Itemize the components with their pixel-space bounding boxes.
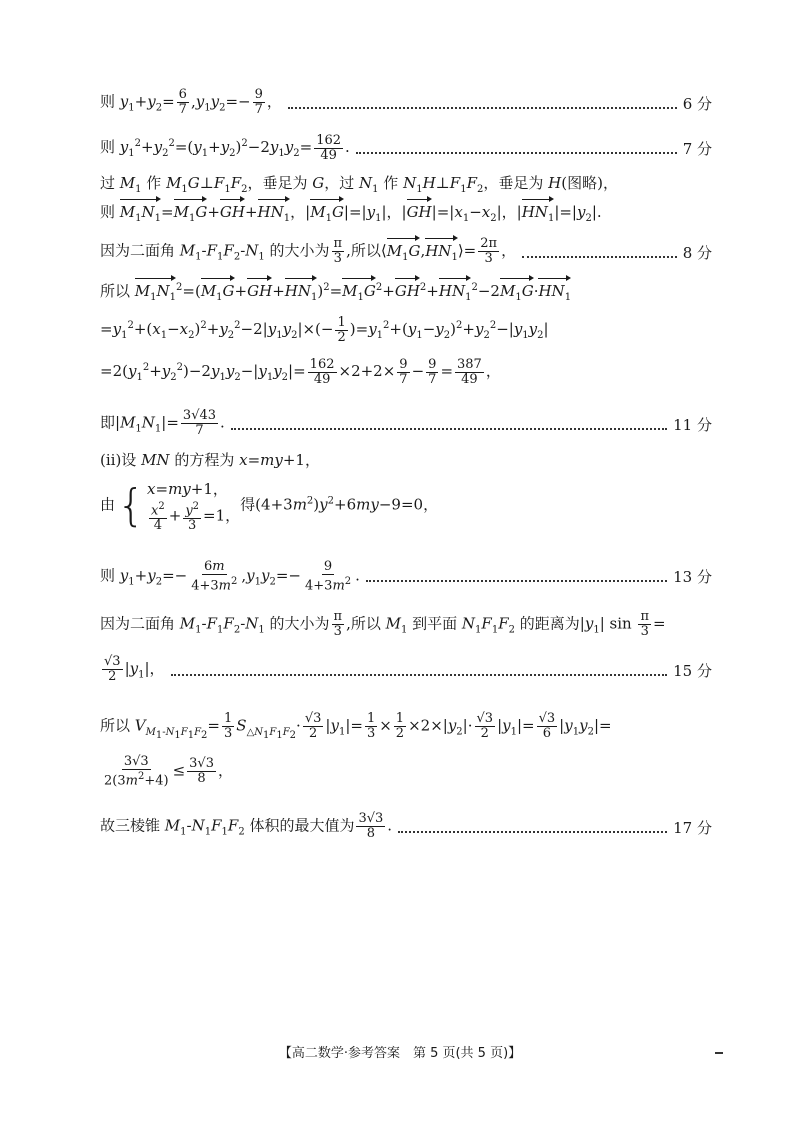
answer-line-12: 则 $y_1+y_2=-$ $\frac{6m}{4+3m^2}$ $,y_1y_2=-$ $\frac{9}{4+3m^2}$ . 13 分 <box>100 559 712 594</box>
answer-line-16: $\frac{3√3}{2(3m^2+4)}$ ≤ $\frac{3√3}{8}$ ， <box>104 754 233 789</box>
answer-line-11: 由{ x=my+1， $\frac{x^2}{4}$ + $\frac{y^2}{3}$ =1， 得$(4+3m^2)y^2+6my-9=0$， <box>100 479 439 534</box>
answer-line-10: (ⅱ)设 MN 的方程为 x=my+1， <box>100 451 320 469</box>
score-8: 8 分 <box>682 243 712 262</box>
score-11: 11 分 <box>673 415 712 434</box>
answer-line-4: 则 $M_1N_1=M_1G+GH+HN_1$，$|M_1G|=|y_1|$，$|GH|=|x_1-x_2|$，$|HN_1|=|y_2|$. <box>100 201 712 230</box>
score-15: 15 分 <box>673 661 712 680</box>
answer-line-15: 所以 $V_{M_1-N_1F_1F_2}=$ $\frac{1}{3}$ $S_{\triangle N_1F_1F_2}\cdot$ $\frac{√3}{2}$ $|y_1|=$ $\frac{1}{3}$ × $\frac{1}{2}$ $\times 2\times|y_2|\cdot$ $\frac{√3}{2}$ $|y_1|=$ $\frac{√3}{6}$ $|y_1y_2|=$ <box>100 711 612 741</box>
answer-line-3: 过 $M_1$ 作 $M_1G\perp F_1F_2$，垂足为 G，过 $N_1$ 作 $N_1H\perp F_1F_2$，垂足为 H(图略)， <box>100 174 618 195</box>
answer-line-13: 因为二面角 $M_1-F_1F_2-N_1$ 的大小为 $\frac{\pi}{3}$ ,所以 $M_1$ 到平面 $N_1F_1F_2$ 的距离为$|y_1|$ sin $\frac{\pi}{3}$ = <box>100 609 666 639</box>
answer-line-8: $=2(y_1^2+y_2^2)-2y_1y_2-|y_1y_2|=$ $\frac{162}{49}$ ×2+2× $\frac{9}{7}$ − $\frac{9}{7}$ = $\frac{387}{49}$ ， <box>100 356 501 387</box>
answer-line-7: $=y_1^2+(x_1-x_2)^2+y_2^2-2|y_1y_2|\times(-$ $\frac{1}{2}$ )$=y_1^2+(y_1-y_2)^2+y_2^2-|y_1y_2|$ <box>100 314 549 345</box>
score-17: 17 分 <box>673 818 712 837</box>
answer-line-6: 所以 $M_1N_1^2=(M_1G+GH+HN_1)^2=M_1G^2+GH^2+HN_1^2-2M_1G\cdot HN_1$ <box>100 277 712 309</box>
answer-line-2: 则 $y_1^2+y_2^2=(y_1+y_2)^2-2y_1y_2=$ $\frac{162}{49}$ . 7 分 <box>100 132 712 163</box>
page-footer: 【高二数学·参考答案 第 5 页(共 5 页)】 <box>278 1046 522 1061</box>
score-13: 13 分 <box>673 567 712 586</box>
score-7: 7 分 <box>682 140 712 158</box>
answer-line-14: $\frac{√3}{2}$ $|y_1|$， 15 分 <box>104 654 712 684</box>
answer-line-9: 即$|M_1N_1|=$ $\frac{3√43}{7}$ . 11 分 <box>100 408 712 438</box>
answer-line-5: 因为二面角 $M_1-F_1F_2-N_1$ 的大小为 $\frac{\pi}{3}$ ,所以$⟨M_1G,HN_1⟩=$ $\frac{2\pi}{3}$ ， 8 分 <box>100 237 712 269</box>
score-6: 6 分 <box>682 94 712 113</box>
answer-line-1: 则 $y_1+y_2=$ $\frac{6}{7}$ $,y_1y_2=-$ $\frac{9}{7}$ ， 6 分 <box>100 87 712 117</box>
corner-mark <box>715 1052 723 1054</box>
answer-line-17: 故三棱锥 $M_1-N_1F_1F_2$ 体积的最大值为 $\frac{3√3}{8}$ . 17 分 <box>100 811 712 841</box>
